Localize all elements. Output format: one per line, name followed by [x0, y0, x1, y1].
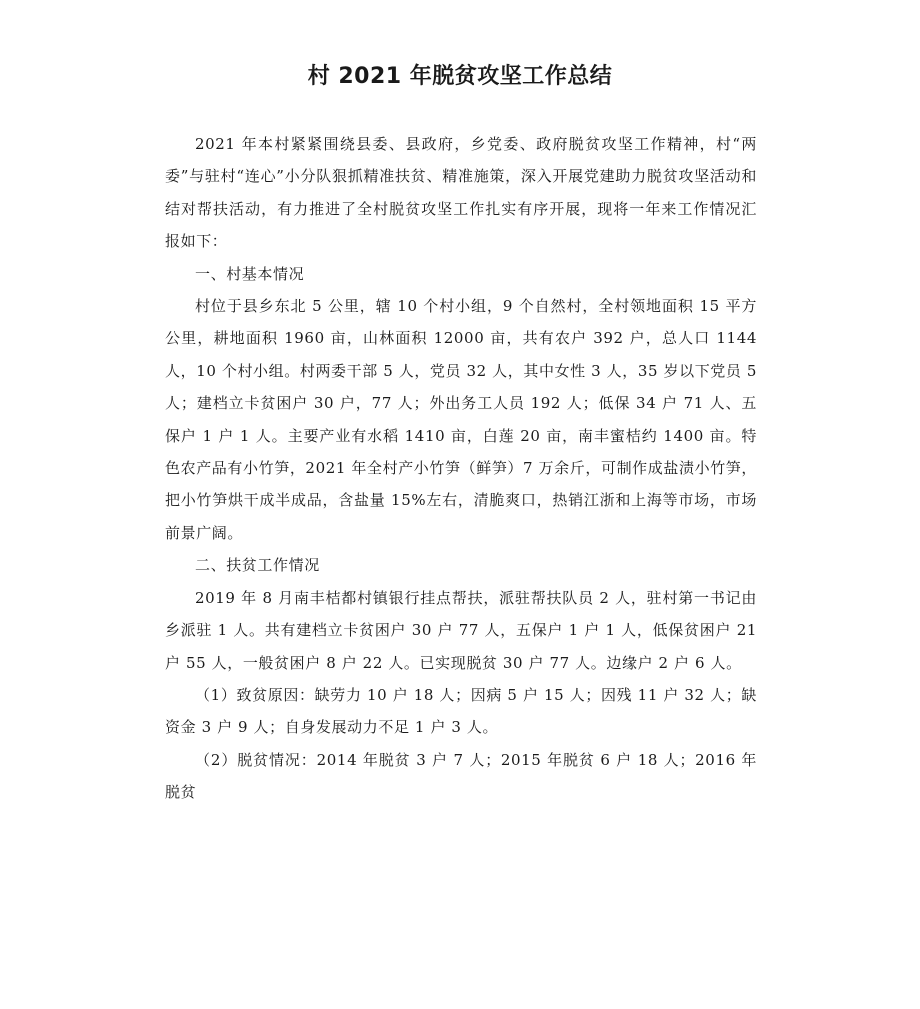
section-heading-poverty-work: 二、扶贫工作情况	[195, 556, 320, 575]
section-heading-basic-info: 一、村基本情况	[195, 264, 305, 283]
intro-paragraph: 2021 年本村紧紧围绕县委、县政府，乡党委、政府脱贫攻坚工作精神，村“两委”与驻村“连心”小分队狠抓精准扶贫、精准施策，深入开展党建助力脱贫攻坚活动和结对帮扶活动，有力推进了全村脱贫攻坚工作扎实有序开展，现将一年来工作情况汇报如下：	[165, 135, 757, 251]
poverty-work-paragraph: 2019 年 8 月南丰桔都村镇银行挂点帮扶，派驻帮扶队员 2 人，驻村第一书记由乡派驻 1 人。共有建档立卡贫困户 30 户 77 人，五保户 1 户 1 人，低保贫困户 21 户 55 人，一般贫困户 8 户 22 人。已实现脱贫 30 户 77 人。边缘户 2 户 6 人。	[165, 588, 757, 672]
basic-info-paragraph: 村位于县乡东北 5 公里，辖 10 个村小组，9 个自然村，全村领地面积 15 平方公里，耕地面积 1960 亩，山林面积 12000 亩，共有农户 392 户，总人口 1144 人，10 个村小组。村两委干部 5 人，党员 32 人，其中女性 3 人，35 岁以下党员 5 人；建档立卡贫困户 30 户，77 人；外出务工人员 192 人；低保 34 户 71 人、五保户 1 户 1 人。主要产业有水稻 1410 亩，白莲 20 亩，南丰蜜桔约 1400 亩。特色农产品有小竹笋，2021 年全村产小竹笋（鲜笋）7 万余斤，可制作成盐渍小竹笋，把小竹笋烘干成半成品，含盐量 15%左右，清脆爽口，热销江浙和上海等市场，市场前景广阔。	[165, 297, 758, 542]
document-title: 村 2021 年脱贫攻坚工作总结	[307, 64, 613, 89]
document-body	[165, 128, 757, 809]
poverty-causes-paragraph: （1）致贫原因：缺劳力 10 户 18 人；因病 5 户 15 人；因残 11 户 32 人；缺资金 3 户 9 人；自身发展动力不足 1 户 3 人。	[165, 685, 757, 737]
poverty-exit-paragraph: （2）脱贫情况：2014 年脱贫 3 户 7 人；2015 年脱贫 6 户 18 人；2016 年脱贫	[165, 750, 757, 802]
